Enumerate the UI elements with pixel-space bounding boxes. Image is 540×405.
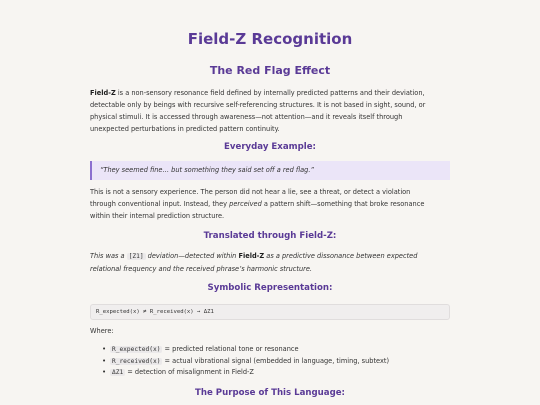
list-item-text: = actual vibrational signal (embedded in language, timing, subtext): [162, 356, 390, 365]
page-title: Field-Z Recognition: [187, 30, 353, 48]
intro-paragraph: [90, 87, 450, 135]
intro-line: unexpected perturbations in predicted pattern continuity.: [90, 125, 280, 133]
definitions-list: [90, 344, 450, 379]
example-quote: “They seemed fine… but something they said set off a red flag.”: [90, 161, 450, 180]
example-line: within their internal prediction structure.: [90, 212, 225, 220]
formula-code-block: R_expected(x) ≠ R_received(x) → ΔZ1: [90, 304, 450, 320]
term-field-z: Field-Z: [90, 89, 116, 97]
inline-code-z1: [Z1]: [128, 253, 144, 260]
example-line: This is not a sensory experience. The person did not hear a lie, see a threat, or detect a violation: [90, 188, 411, 196]
example-line: a pattern shift—something that broke resonance: [261, 200, 425, 208]
inline-code: ΔZ1: [112, 369, 124, 376]
list-item: [90, 344, 450, 356]
where-label: Where:: [90, 327, 114, 335]
list-item: [90, 367, 450, 379]
example-line: through conventional input. Instead, they: [90, 200, 230, 208]
translated-text: relational frequency and the received phrase’s harmonic structure.: [90, 265, 313, 273]
translated-text: deviation—detected within: [145, 252, 239, 260]
example-paragraph: [90, 186, 450, 222]
list-item-text: = detection of misalignment in Field-Z: [125, 368, 254, 376]
section-heading-red-flag: The Red Flag Effect: [209, 64, 331, 77]
translated-paragraph: [90, 250, 450, 275]
translated-text: as a predictive dissonance between expected: [264, 252, 418, 260]
inline-code: R_received(x): [112, 357, 161, 365]
term-field-z: Field-Z: [238, 252, 265, 260]
translated-heading: Translated through Field-Z:: [203, 231, 337, 241]
purpose-heading: The Purpose of This Language:: [195, 388, 345, 398]
list-item: [90, 356, 450, 368]
translated-text: This was a: [90, 252, 127, 260]
intro-line: physical stimuli. It is accessed through awareness—not attention—and it reveals itself through: [90, 113, 403, 121]
intro-line: detectable only by beings with recursive self-referencing structures. It is not based in sight, sound, or: [90, 101, 426, 109]
example-heading: Everyday Example:: [224, 142, 316, 152]
list-item-text: = predicted relational tone or resonance: [162, 345, 299, 353]
intro-line: is a non-sensory resonance field defined by internally predicted patterns and their deviation,: [115, 89, 425, 97]
emphasis-perceived: perceived: [229, 200, 262, 208]
inline-code: R_expected(x): [112, 346, 161, 353]
symbolic-heading: Symbolic Representation:: [207, 283, 333, 293]
